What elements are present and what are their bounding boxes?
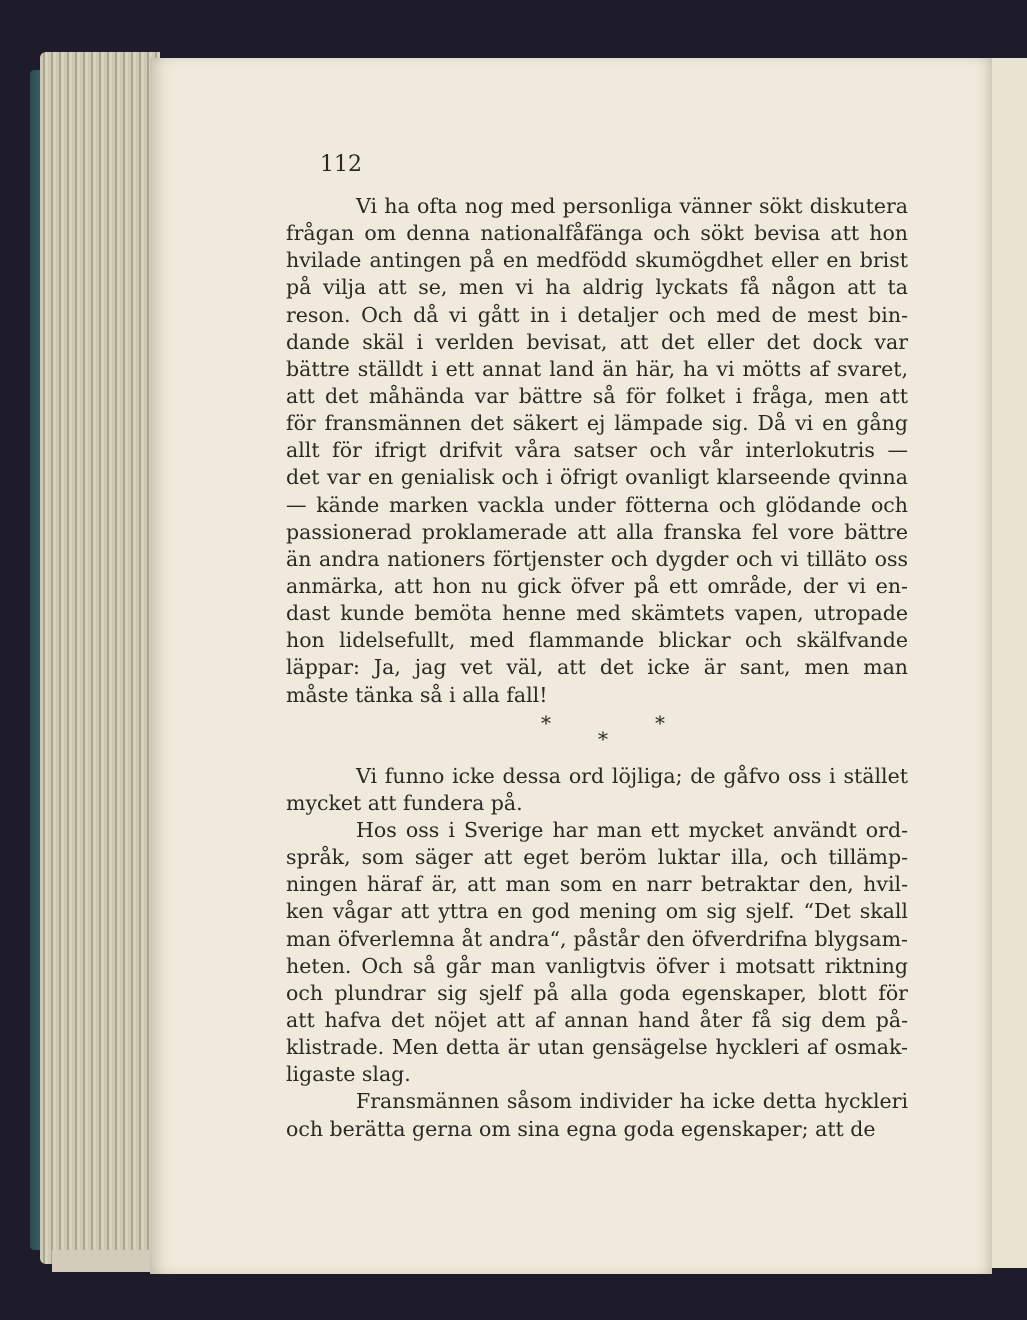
body-text — [286, 193, 908, 1143]
paragraph — [286, 1088, 908, 1142]
text-line: på vilja att se, men vi ha aldrig lyckats få någon att ta — [286, 275, 908, 300]
text-line: läppar: Ja, jag vet väl, att det icke är sant, men man — [286, 655, 908, 680]
text-line: man öfverlemna åt andra“, påstår den öfverdrifna blygsam- — [286, 926, 908, 951]
page-edges — [40, 52, 160, 1264]
text-line: för fransmännen det säkert ej lämpade sig. Då vi en gång — [286, 411, 908, 436]
text-line: bättre ställdt i ett annat land än här, ha vi mötts af svaret, — [286, 356, 908, 381]
text-line: och plundrar sig sjelf på alla goda egenskaper, blott för — [286, 980, 908, 1005]
text-line: det var en genialisk och i öfrigt ovanligt klarseende qvinna — [286, 465, 908, 490]
page-number: 112 — [320, 152, 362, 177]
text-line: klistrade. Men detta är utan gensägelse hyckleri af osmak- — [286, 1035, 908, 1060]
text-line: reson. Och då vi gått in i detaljer och med de mest bin- — [286, 302, 908, 327]
text-line: hon lidelsefullt, med flammande blickar och skälfvande — [286, 628, 908, 653]
text-line: heten. Och så går man vanligtvis öfver i motsatt riktning — [286, 953, 908, 978]
text-line: dande skäl i verlden bevisat, att det eller det dock var — [286, 329, 908, 354]
text-line: hvilade antingen på en medfödd skumögdhet eller en brist — [286, 248, 908, 273]
asterisk: * — [598, 726, 608, 751]
text-line: att hafva det nöjet att af annan hand åter få sig dem på- — [286, 1007, 908, 1032]
text-line: mycket att fundera på. — [286, 790, 523, 815]
text-line: ligaste slag. — [286, 1062, 411, 1087]
text-line: än andra nationers förtjenster och dygder och vi tilläto oss — [286, 546, 908, 571]
text-line: måste tänka så i alla fall! — [286, 682, 548, 707]
section-separator — [286, 709, 908, 763]
text-line: att det måhända var bättre så för folket i fråga, men att — [286, 383, 908, 408]
text-line: allt för ifrigt drifvit våra satser och vår interlokutris — — [286, 438, 908, 463]
text-line: dast kunde bemöta henne med skämtets vapen, utropade — [286, 601, 908, 626]
text-line: Vi funno icke dessa ord löjliga; de gåfvo oss i stället — [356, 763, 908, 788]
text-line: passionerad proklamerade att alla franska fel vore bättre — [286, 519, 908, 544]
text-line: anmärka, att hon nu gick öfver på ett område, der vi en- — [286, 573, 908, 598]
facing-page-edge — [988, 58, 1027, 1268]
paragraph — [286, 763, 908, 817]
paragraph — [286, 817, 908, 1088]
asterisk: * — [541, 710, 551, 735]
text-line: Hos oss i Sverige har man ett mycket användt ord- — [356, 817, 908, 842]
text-line: frågan om denna nationalfåfänga och sökt bevisa att hon — [286, 221, 908, 246]
text-line: ken vågar att yttra en god mening om sig sjelf. “Det skall — [286, 899, 908, 924]
paragraph — [286, 193, 908, 709]
text-line: och berätta gerna om sina egna goda egenskaper; att de — [286, 1116, 876, 1141]
text-line: Vi ha ofta nog med personliga vänner sökt diskutera — [356, 194, 908, 218]
text-line: — kände marken vackla under fötterna och glödande och — [286, 492, 908, 517]
text-line: språk, som säger att eget beröm luktar illa, och tillämp- — [286, 845, 908, 870]
asterisk: * — [655, 710, 665, 735]
text-line: Fransmännen såsom individer ha icke detta hyckleri — [356, 1089, 908, 1114]
text-line: ningen häraf är, att man som en narr betraktar den, hvil- — [286, 872, 908, 897]
